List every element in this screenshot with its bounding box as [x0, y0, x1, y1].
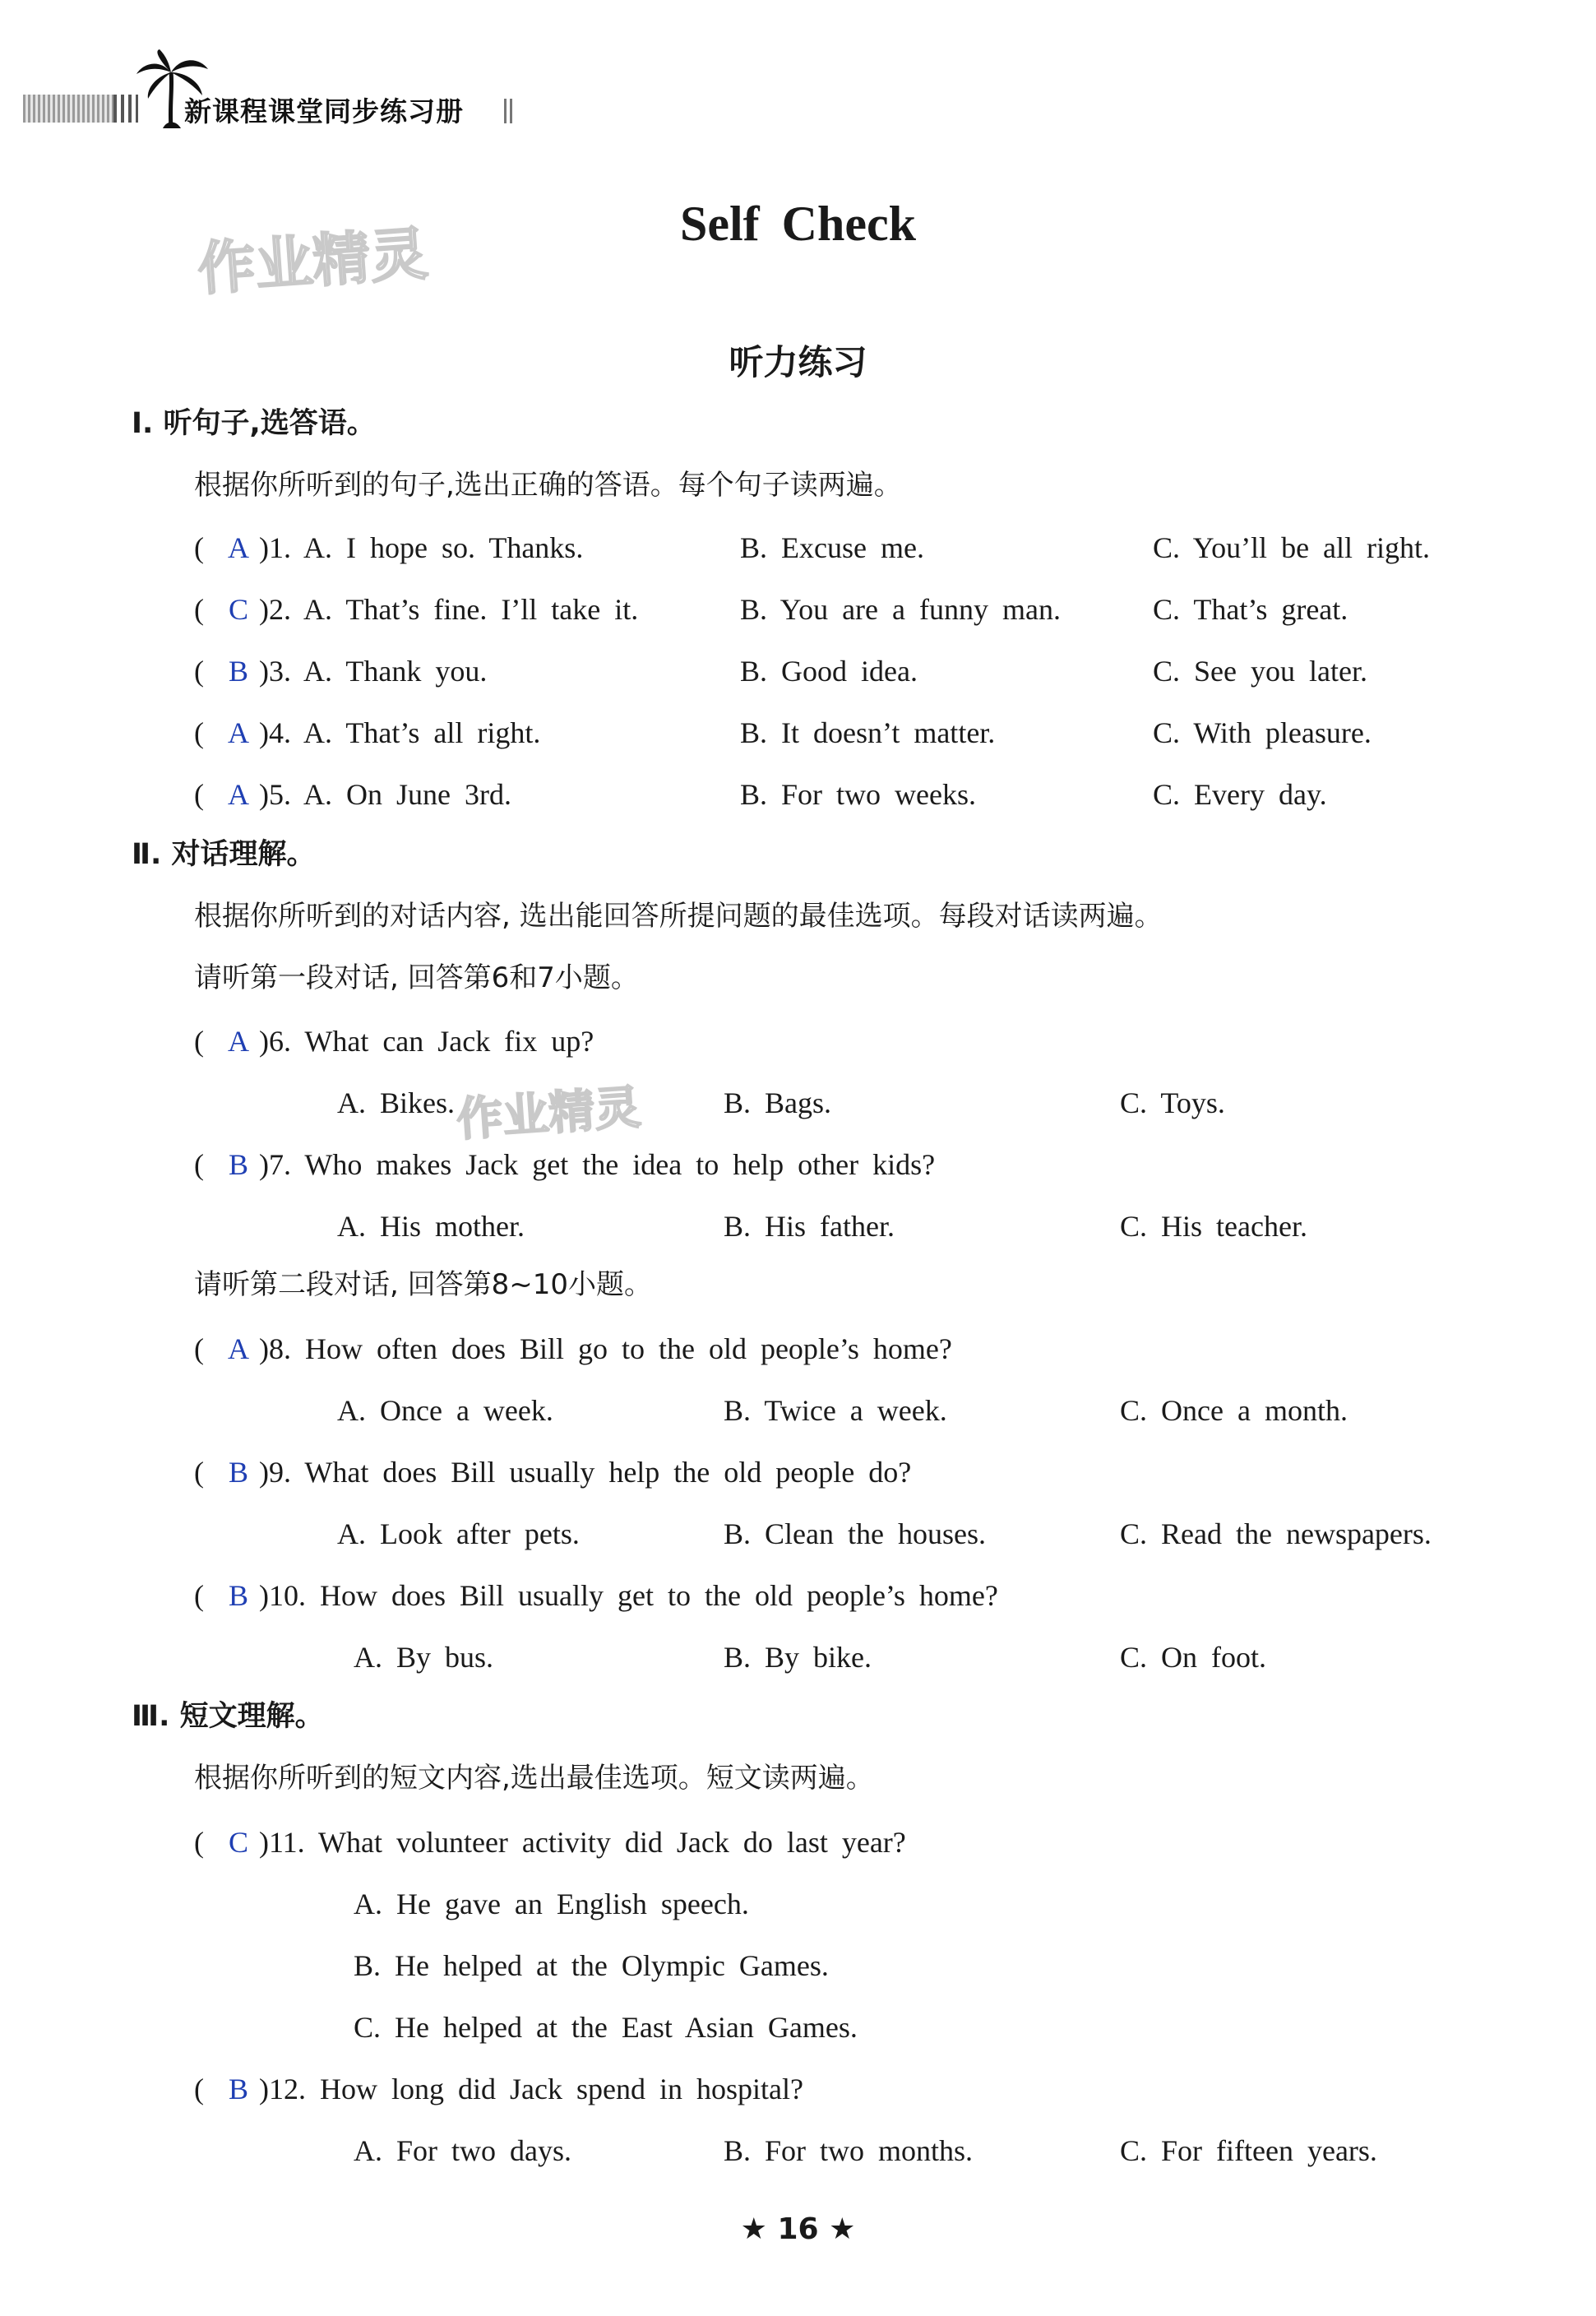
option-b: B. He helped at the Olympic Games.: [354, 1949, 829, 1982]
option-b: B. By bike.: [724, 1641, 872, 1674]
question-row: ( B )3. A. Thank you.: [194, 655, 488, 688]
option-c: C. With pleasure.: [1153, 716, 1372, 749]
page-title: Self Check: [680, 197, 916, 251]
question-number: )8.: [259, 1332, 291, 1365]
question-number: )12.: [259, 2073, 306, 2105]
question-number: )5.: [259, 778, 291, 811]
answer-mark: B: [228, 1579, 248, 1612]
dialogue-instruction: 请听第一段对话, 回答第6和7小题。: [194, 961, 639, 994]
option-a: A. I hope so. Thanks.: [303, 531, 584, 564]
question-row: ( A )6. What can Jack fix up?: [194, 1025, 594, 1058]
section-heading: Ⅲ. 短文理解。: [132, 1700, 324, 1733]
question-row: ( A )1. A. I hope so. Thanks.: [194, 531, 584, 564]
question-row: ( B )9. What does Bill usually help the old people do?: [194, 1456, 912, 1489]
option-b: B. Twice a week.: [724, 1394, 947, 1427]
answer-mark: C: [228, 593, 248, 626]
answer-mark: C: [228, 1826, 248, 1859]
page-number: ★ 16 ★: [740, 2212, 856, 2246]
question-row: ( C )2. A. That’s fine. I’ll take it.: [194, 593, 639, 626]
question-text: Who makes Jack get the idea to help other kids?: [304, 1148, 936, 1181]
question-number: )1.: [259, 531, 291, 564]
option-c: C. His teacher.: [1120, 1210, 1307, 1243]
question-text: What does Bill usually help the old people do?: [304, 1456, 912, 1489]
question-text: How long did Jack spend in hospital?: [320, 2073, 803, 2105]
question-row: ( A )5. A. On June 3rd.: [194, 778, 511, 811]
dialogue-instruction: 请听第二段对话, 回答第8~10小题。: [194, 1268, 652, 1301]
question-row: ( A )4. A. That’s all right.: [194, 716, 541, 749]
question-number: )3.: [259, 655, 291, 688]
option-b: B. Good idea.: [740, 655, 918, 688]
option-c: C. For fifteen years.: [1120, 2134, 1377, 2167]
option-c: C. Once a month.: [1120, 1394, 1348, 1427]
answer-mark: B: [228, 2073, 248, 2105]
option-c: C. See you later.: [1153, 655, 1367, 688]
answer-mark: B: [228, 1148, 248, 1181]
option-c: C. Toys.: [1120, 1086, 1225, 1119]
answer-mark: A: [228, 716, 249, 749]
answer-mark: B: [228, 655, 248, 688]
question-row: ( C )11. What volunteer activity did Jack do last year?: [194, 1826, 906, 1859]
option-a: A. That’s all right.: [303, 716, 541, 749]
question-text: What volunteer activity did Jack do last year?: [318, 1826, 906, 1859]
header-title: 新课程课堂同步练习册: [184, 95, 464, 127]
option-c: C. He helped at the East Asian Games.: [354, 2011, 858, 2044]
question-number: )6.: [259, 1025, 291, 1058]
option-c: C. You’ll be all right.: [1153, 531, 1431, 564]
option-b: B. His father.: [724, 1210, 895, 1243]
option-a: A. His mother.: [337, 1210, 525, 1243]
watermark: 作业精灵: [455, 1081, 643, 1147]
watermark: 作业精灵: [195, 220, 430, 303]
question-number: )11.: [259, 1826, 305, 1859]
option-c: C. Read the newspapers.: [1120, 1517, 1432, 1550]
option-b: B. You are a funny man.: [740, 593, 1061, 626]
option-b: B. Excuse me.: [740, 531, 924, 564]
option-c: C. On foot.: [1120, 1641, 1266, 1674]
answer-mark: A: [228, 1332, 249, 1365]
question-row: ( B )7. Who makes Jack get the idea to help other kids?: [194, 1148, 936, 1181]
section-heading: Ⅱ. 对话理解。: [132, 838, 316, 871]
answer-mark: A: [228, 1025, 249, 1058]
question-number: )2.: [259, 593, 291, 626]
option-a: A. Bikes.: [337, 1086, 455, 1119]
option-b: B. For two months.: [724, 2134, 974, 2167]
option-a: A. Look after pets.: [337, 1517, 580, 1550]
option-c: C. Every day.: [1153, 778, 1327, 811]
question-number: )9.: [259, 1456, 291, 1489]
option-a: A. Thank you.: [303, 655, 488, 688]
question-number: )7.: [259, 1148, 291, 1181]
header-stripes: [23, 95, 113, 123]
option-b: B. For two weeks.: [740, 778, 976, 811]
answer-mark: A: [228, 531, 249, 564]
question-number: )4.: [259, 716, 291, 749]
section-instruction: 根据你所听到的句子,选出正确的答语。每个句子读两遍。: [194, 469, 902, 502]
section-instruction: 根据你所听到的短文内容,选出最佳选项。短文读两遍。: [194, 1762, 874, 1795]
section-heading: Ⅰ. 听句子,选答语。: [132, 407, 376, 440]
question-text: How does Bill usually get to the old people’s home?: [320, 1579, 998, 1612]
option-b: B. Bags.: [724, 1086, 832, 1119]
option-a: A. By bus.: [354, 1641, 494, 1674]
page-header: [23, 49, 516, 132]
section-instruction: 根据你所听到的对话内容, 选出能回答所提问题的最佳选项。每段对话读两遍。: [194, 900, 1163, 933]
question-row: ( B )12. How long did Jack spend in hospital?: [194, 2073, 803, 2105]
option-b: B. Clean the houses.: [724, 1517, 986, 1550]
question-text: How often does Bill go to the old people’s home?: [305, 1332, 952, 1365]
header-bars: [504, 99, 516, 123]
answer-mark: B: [228, 1456, 248, 1489]
question-row: ( B )10. How does Bill usually get to the old people’s home?: [194, 1579, 998, 1612]
question-text: What can Jack fix up?: [304, 1025, 594, 1058]
option-a: A. For two days.: [354, 2134, 571, 2167]
option-a: A. Once a week.: [337, 1394, 553, 1427]
option-c: C. That’s great.: [1153, 593, 1349, 626]
answer-mark: A: [228, 778, 249, 811]
option-a: A. On June 3rd.: [303, 778, 511, 811]
option-a: A. That’s fine. I’ll take it.: [303, 593, 639, 626]
question-row: ( A )8. How often does Bill go to the old people’s home?: [194, 1332, 952, 1365]
option-b: B. It doesn’t matter.: [740, 716, 996, 749]
section-subtitle: 听力练习: [729, 342, 867, 382]
option-a: A. He gave an English speech.: [354, 1888, 749, 1920]
question-number: )10.: [259, 1579, 306, 1612]
